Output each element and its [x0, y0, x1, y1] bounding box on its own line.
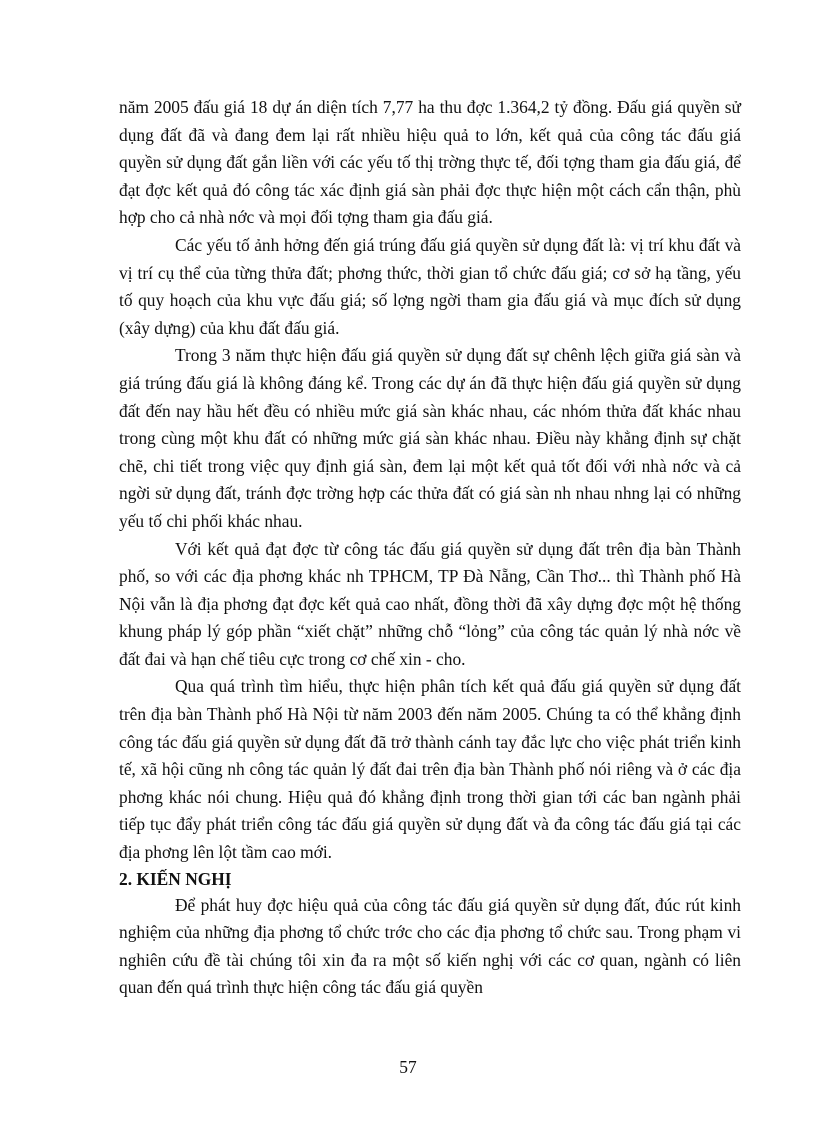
paragraph-4: Với kết quả đạt đợc từ công tác đấu giá quyền sử dụng đất trên địa bàn Thành phố, so với các địa phơng khác nh TPHCM, TP Đà Nẵng, Cần Thơ... thì Thành phố Hà Nội vẫn là địa phơng đạt đợc kết quả cao nhất, đồng thời đã xây dựng đợc một hệ thống khung pháp lý góp phần “xiết chặt” những chỗ “lỏng” của công tác quản lý nhà nớc về đất đai và hạn chế tiêu cực trong cơ chế xin - cho. — [119, 538, 741, 669]
paragraph-2: Các yếu tố ảnh hởng đến giá trúng đấu giá quyền sử dụng đất là: vị trí khu đất và vị trí cụ thể của từng thửa đất; phơng thức, thời gian tổ chức đấu giá; cơ sở hạ tầng, yếu tố quy hoạch của khu vực đấu giá; số lợng ngời tham gia đấu giá và mục đích sử dụng (xây dựng) của khu đất đấu giá. — [119, 234, 741, 338]
paragraph-5: Qua quá trình tìm hiểu, thực hiện phân tích kết quả đấu giá quyền sử dụng đất trên địa bàn Thành phố Hà Nội từ năm 2003 đến năm 2005. Chúng ta có thể khẳng định công tác đấu giá quyền sử dụng đất đã trở thành cánh tay đắc lực cho việc phát triển kinh tế, xã hội cũng nh công tác quản lý đất đai trên địa bàn Thành phố nói riêng và ở các địa phơng khác nói chung. Hiệu quả đó khẳng định trong thời gian tới các ban ngành phải tiếp tục đẩy phát triển công tác đấu giá quyền sử dụng đất và đa công tác đấu giá tại các địa phơng lên lột tầm cao mới. — [119, 676, 741, 863]
section-heading: 2. KIẾN NGHỊ — [119, 868, 232, 889]
document-body — [119, 94, 741, 1002]
page-number: 57 — [399, 1057, 417, 1077]
paragraph-3: Trong 3 năm thực hiện đấu giá quyền sử dụng đất sự chênh lệch giữa giá sàn và giá trúng đấu giá là không đáng kể. Trong các dự án đã thực hiện đấu giá quyền sử dụng đất đến nay hầu hết đều có nhiều mức giá sàn khác nhau, các nhóm thửa đất khác nhau trong cùng một khu đất có những mức giá sàn khác nhau. Điều này khẳng định sự chặt chẽ, chi tiết trong việc quy định giá sàn, đem lại một kết quả tốt đối với nhà nớc và cả ngời sử dụng đất, tránh đợc trờng hợp các thửa đất có giá sàn nh nhau nhng lại có những yếu tố chi phối khác nhau. — [119, 345, 741, 531]
paragraph-1: năm 2005 đấu giá 18 dự án diện tích 7,77 ha thu đợc 1.364,2 tỷ đồng. Đấu giá quyền sử dụng đất đã và đang đem lại rất nhiều hiệu quả to lớn, kết quả của công tác đấu giá quyền sử dụng đất gắn liền với các yếu tố thị trờng thực tế, đối tợng tham gia đấu giá, để đạt đợc kết quả đó công tác xác định giá sàn phải đợc thực hiện một cách cẩn thận, phù hợp cho cả nhà nớc và mọi đối tợng tham gia đấu giá. — [119, 97, 741, 228]
paragraph-6: Để phát huy đợc hiệu quả của công tác đấu giá quyền sử dụng đất, đúc rút kinh nghiệm của những địa phơng tổ chức trớc cho các địa phơng tổ chức sau. Trong phạm vi nghiên cứu đề tài chúng tôi xin đa ra một số kiến nghị với các cơ quan, ngành có liên quan đến quá trình thực hiện công tác đấu giá quyền — [119, 894, 741, 998]
